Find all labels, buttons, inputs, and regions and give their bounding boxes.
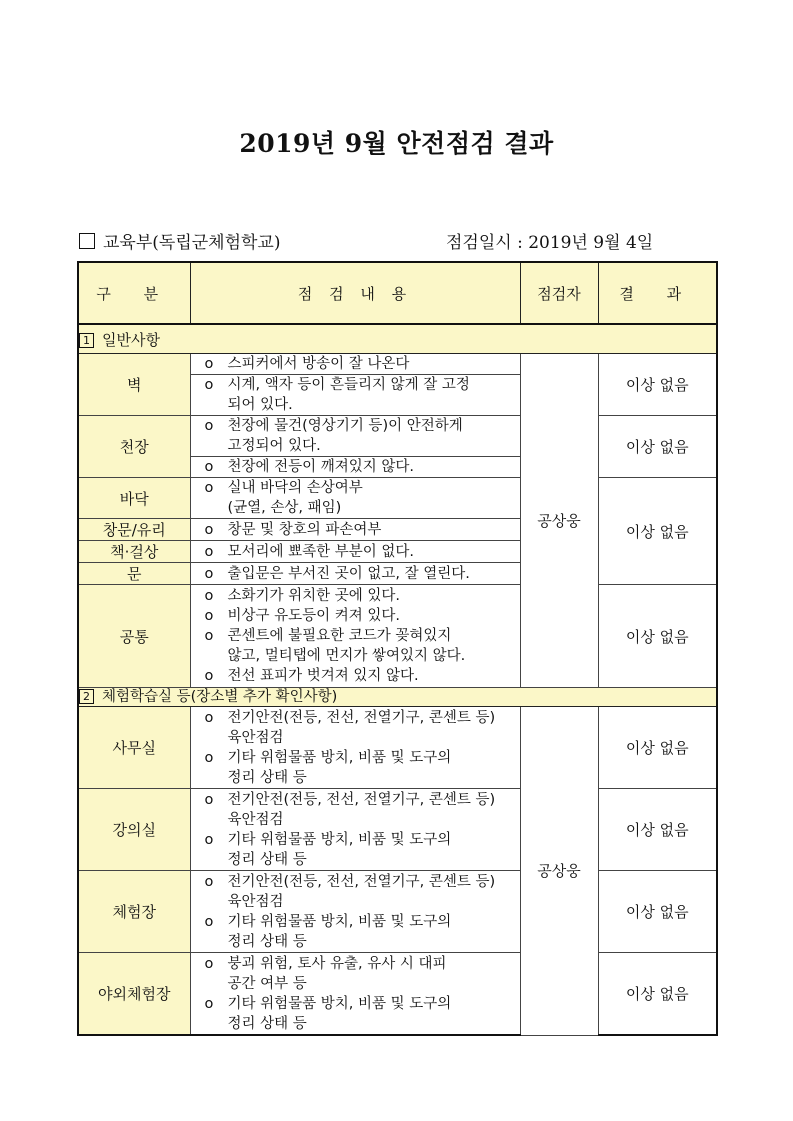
section-label: 체험학습실 등(장소별 추가 확인사항) — [102, 689, 338, 705]
check-item: ο 창문 및 창호의 파손여부 — [190, 519, 520, 541]
result-cell: 이상 없음 — [598, 871, 717, 953]
row-category: 벽 — [78, 354, 190, 416]
section-label: 일반사항 — [102, 330, 160, 349]
result-cell: 이상 없음 — [598, 707, 717, 789]
result-cell: 이상 없음 — [598, 789, 717, 871]
header-inspector: 점검자 — [520, 262, 598, 324]
result-cell: 이상 없음 — [598, 585, 717, 688]
table-row — [78, 354, 717, 375]
result-cell: 이상 없음 — [598, 953, 717, 1036]
row-category: 천장 — [78, 416, 190, 478]
table-row — [78, 953, 717, 1036]
table-row — [78, 478, 717, 519]
table-header-row — [78, 262, 717, 324]
row-category: 공통 — [78, 585, 190, 688]
check-item: ο 모서리에 뾰족한 부분이 없다. — [190, 541, 520, 563]
org-name: 교육부(독립군체험학교) — [103, 233, 281, 253]
check-item: ο 전기안전(전등, 전선, 전열기구, 콘센트 등) 육안점검 ο 기타 위험물품 방치, 비품 및 도구의 정리 상태 등 — [190, 707, 520, 789]
check-item: ο 스피커에서 방송이 잘 나온다 — [190, 354, 520, 375]
check-item: ο 소화기가 위치한 곳에 있다. ο 비상구 유도등이 켜져 있다. ο 콘센트에 불필요한 코드가 꽂혀있지 않고, 멀티탭에 먼지가 쌓여있지 않다. ο 전선 표피가 벗겨져 있지 않다. — [190, 585, 520, 688]
checkbox-square-icon — [79, 233, 95, 249]
result-cell: 이상 없음 — [598, 478, 717, 585]
row-category: 문 — [78, 563, 190, 585]
check-item: ο 실내 바닥의 손상여부 (균열, 손상, 패임) — [190, 478, 520, 519]
org-header — [79, 228, 280, 253]
row-category: 창문/유리 — [78, 519, 190, 541]
section-row-general — [78, 324, 717, 354]
check-item: ο 전기안전(전등, 전선, 전열기구, 콘센트 등) 육안점검 ο 기타 위험물품 방치, 비품 및 도구의 정리 상태 등 — [190, 871, 520, 953]
row-category: 야외체험장 — [78, 953, 190, 1036]
table-row — [78, 416, 717, 457]
check-item: ο 시계, 액자 등이 흔들리지 않게 잘 고정 되어 있다. — [190, 375, 520, 416]
inspection-table — [77, 261, 718, 1036]
row-category: 체험장 — [78, 871, 190, 953]
check-item: ο 천장에 전등이 깨져있지 않다. — [190, 457, 520, 478]
section-number: 2 — [79, 689, 94, 704]
table-row — [78, 789, 717, 871]
table-row — [78, 585, 717, 688]
table-row — [78, 871, 717, 953]
row-category: 사무실 — [78, 707, 190, 789]
row-category: 강의실 — [78, 789, 190, 871]
inspector-cell: 공상웅 — [520, 707, 598, 1036]
section-row-experience — [78, 688, 717, 707]
check-item: ο 출입문은 부서진 곳이 없고, 잘 열린다. — [190, 563, 520, 585]
header-content: 점 검 내 용 — [190, 262, 520, 324]
header-result: 결 과 — [598, 262, 717, 324]
table-row — [78, 707, 717, 789]
section-number: 1 — [79, 333, 94, 348]
inspection-date: 점검일시 : 2019년 9월 4일 — [446, 233, 654, 253]
result-cell: 이상 없음 — [598, 416, 717, 478]
row-category: 책·걸상 — [78, 541, 190, 563]
row-category: 바닥 — [78, 478, 190, 519]
result-cell: 이상 없음 — [598, 354, 717, 416]
check-item: ο 전기안전(전등, 전선, 전열기구, 콘센트 등) 육안점검 ο 기타 위험물품 방치, 비품 및 도구의 정리 상태 등 — [190, 789, 520, 871]
check-item: ο 천장에 물건(영상기기 등)이 안전하게 고정되어 있다. — [190, 416, 520, 457]
header-category: 구 분 — [78, 262, 190, 324]
check-item: ο 붕괴 위험, 토사 유출, 유사 시 대피 공간 여부 등 ο 기타 위험물품 방치, 비품 및 도구의 정리 상태 등 — [190, 953, 520, 1036]
page-title: 2019년 9월 안전점검 결과 — [239, 129, 554, 158]
inspector-cell: 공상웅 — [520, 354, 598, 688]
